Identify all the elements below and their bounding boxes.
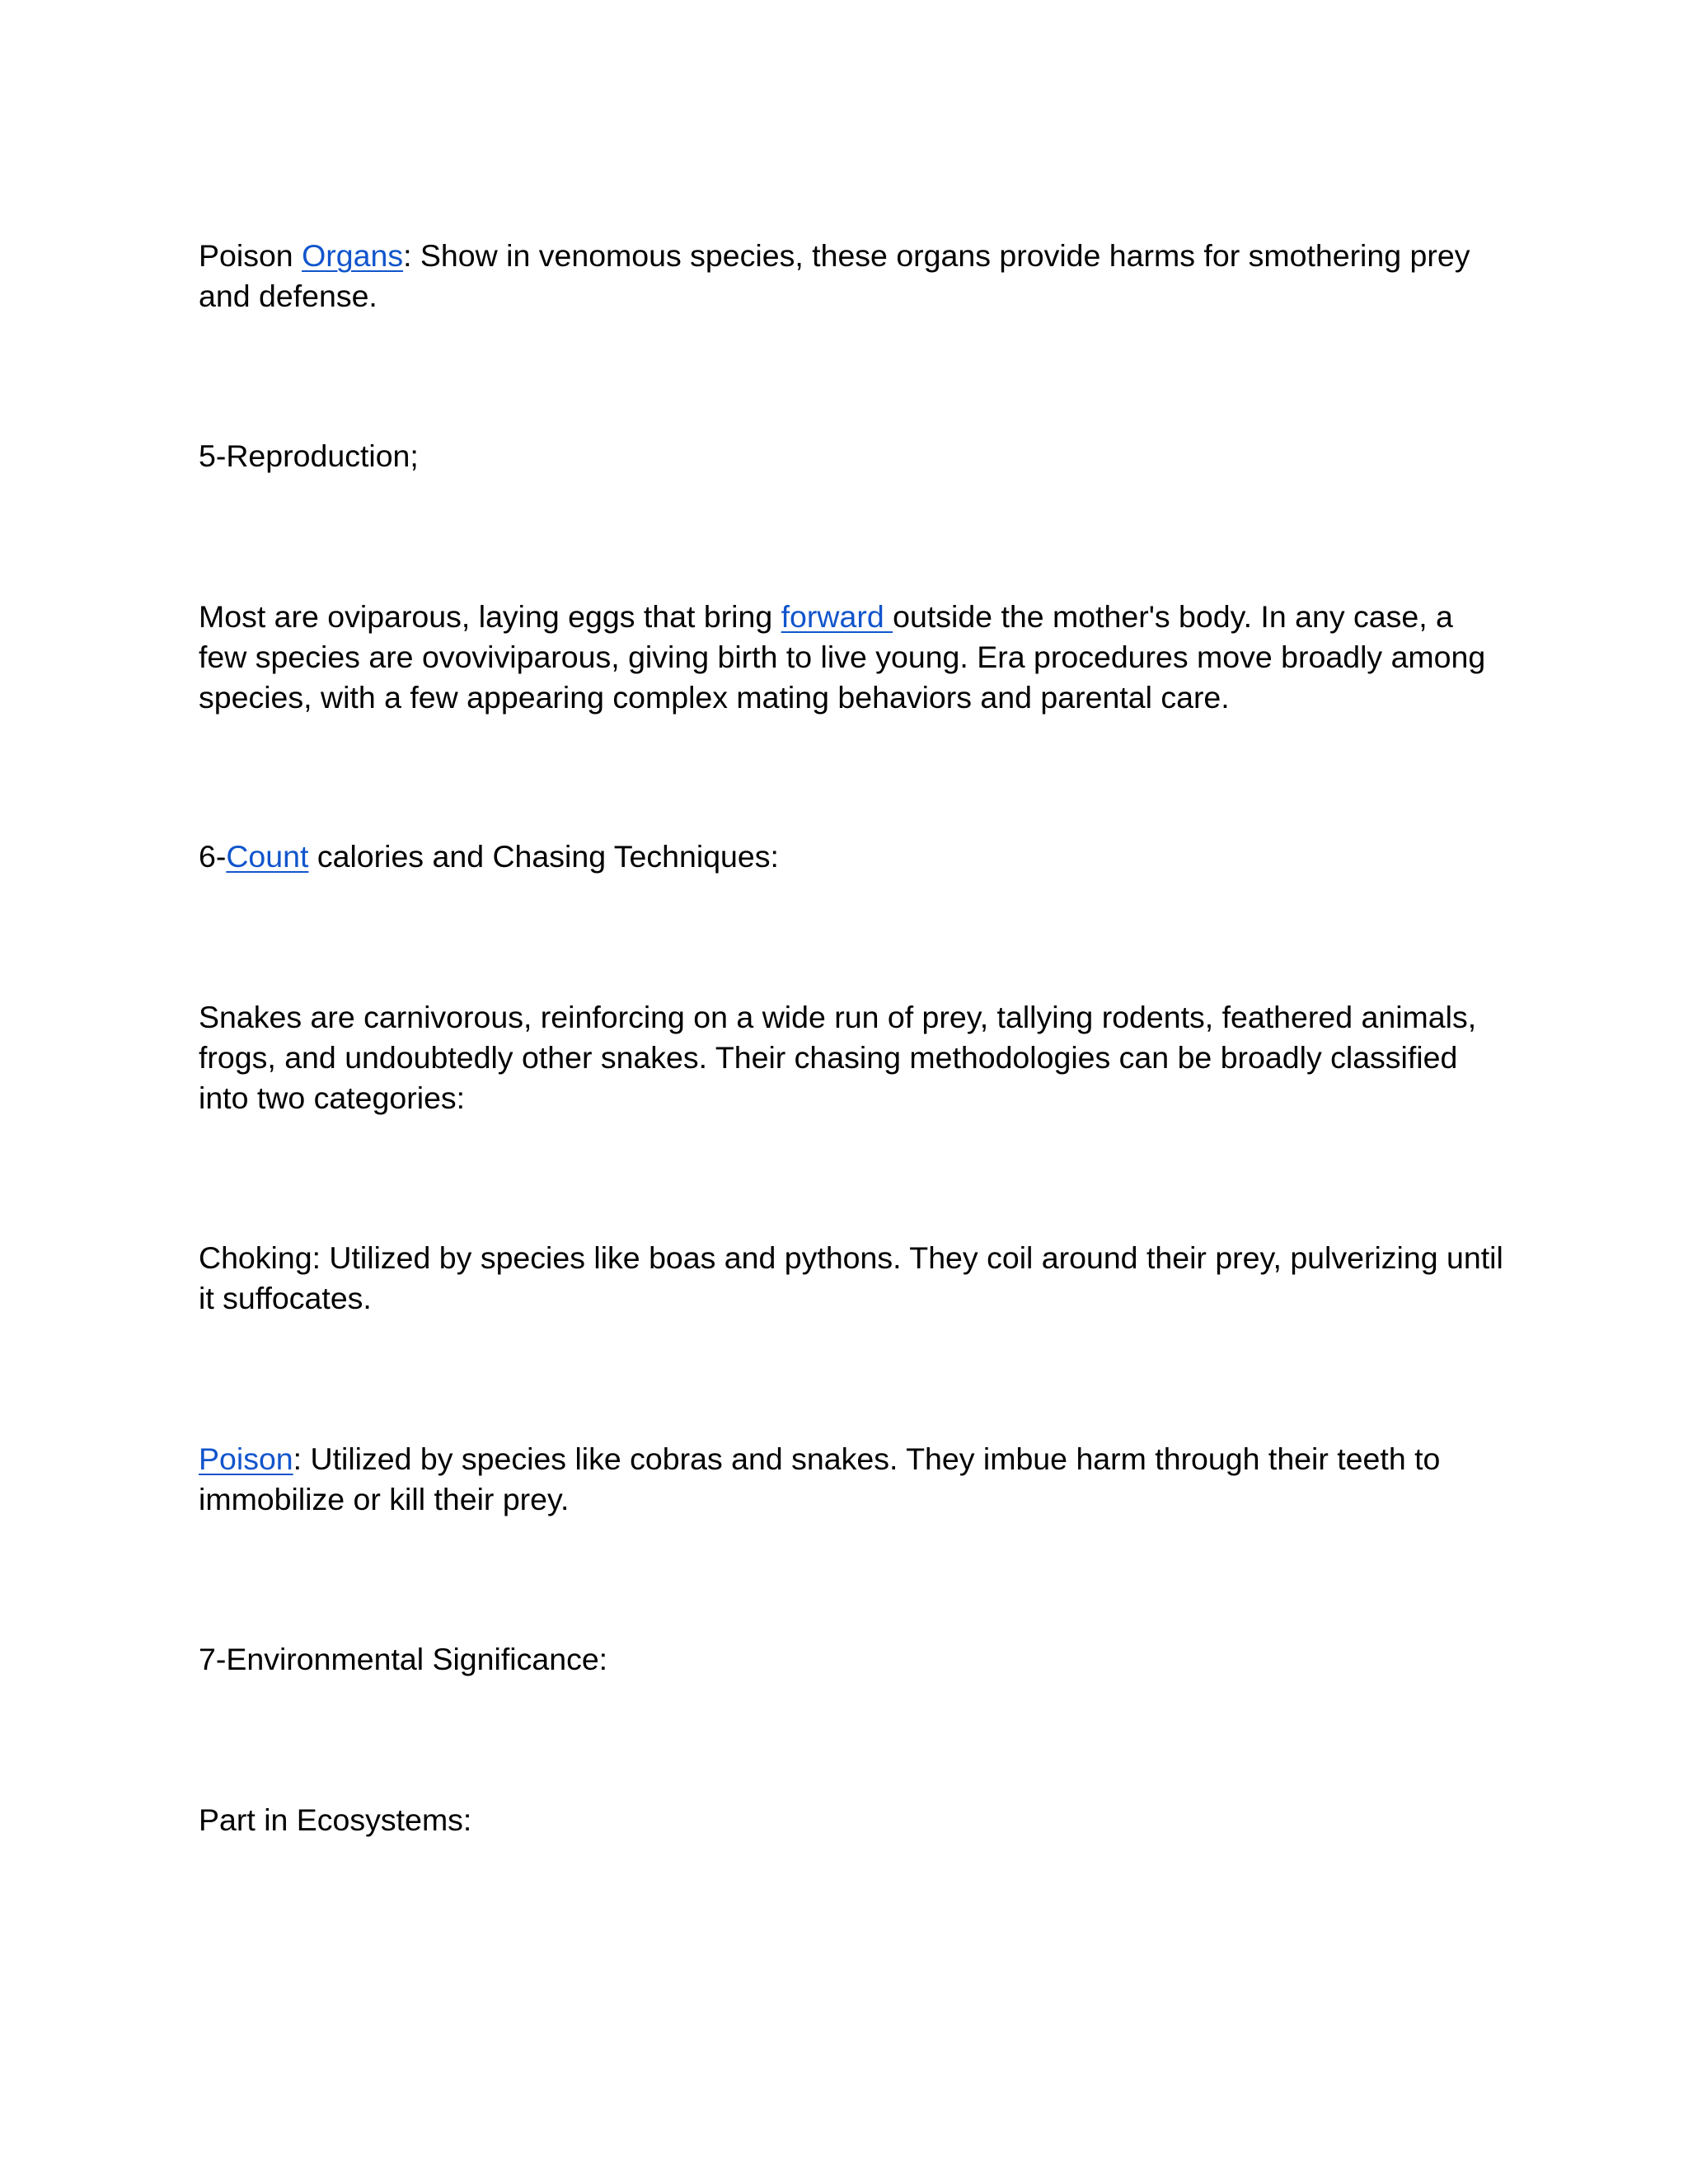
paragraph-text: calories and Chasing Techniques:: [308, 839, 779, 874]
heading-reproduction: 5-Reproduction;: [199, 438, 419, 473]
link-poison[interactable]: Poison: [199, 1441, 293, 1476]
paragraph-text: : Utilized by species like cobras and snakes. They imbue harm through their teeth to immobilize or kill their prey.: [199, 1441, 1441, 1516]
paragraph-poison: [199, 1439, 1509, 1520]
heading-environmental-significance: 7-Environmental Significance:: [199, 1642, 608, 1676]
paragraph-text: outside the mother's body. In any case, a few species are ovoviviparous, giving birth to live young. Era procedures move broadly among species, with a few appearing complex mating behaviors and parental care.: [199, 599, 1486, 715]
link-organs[interactable]: Organs: [302, 238, 404, 273]
heading-part-in-ecosystems: Part in Ecosystems:: [199, 1802, 472, 1837]
link-forward[interactable]: forward: [781, 599, 893, 634]
paragraph-reproduction: [199, 597, 1509, 718]
paragraph-text: Poison: [199, 238, 302, 273]
link-count[interactable]: Count: [226, 839, 309, 874]
paragraph-choking: Choking: Utilized by species like boas and pythons. They coil around their prey, pulverizing until it suffocates.: [199, 1240, 1503, 1315]
paragraph-text: Most are oviparous, laying eggs that bring: [199, 599, 781, 634]
paragraph-poison-organs: [199, 236, 1509, 316]
paragraph-carnivorous: Snakes are carnivorous, reinforcing on a wide run of prey, tallying rodents, feathered animals, frogs, and undoubtedly other snakes. Their chasing methodologies can be broadly classified into two categories:: [199, 1000, 1477, 1115]
paragraph-text: : Show in venomous species, these organs provide harms for smothering prey and defense.: [199, 238, 1470, 313]
paragraph-text: 6-: [199, 839, 227, 874]
heading-diet-hunting: [199, 837, 1509, 877]
